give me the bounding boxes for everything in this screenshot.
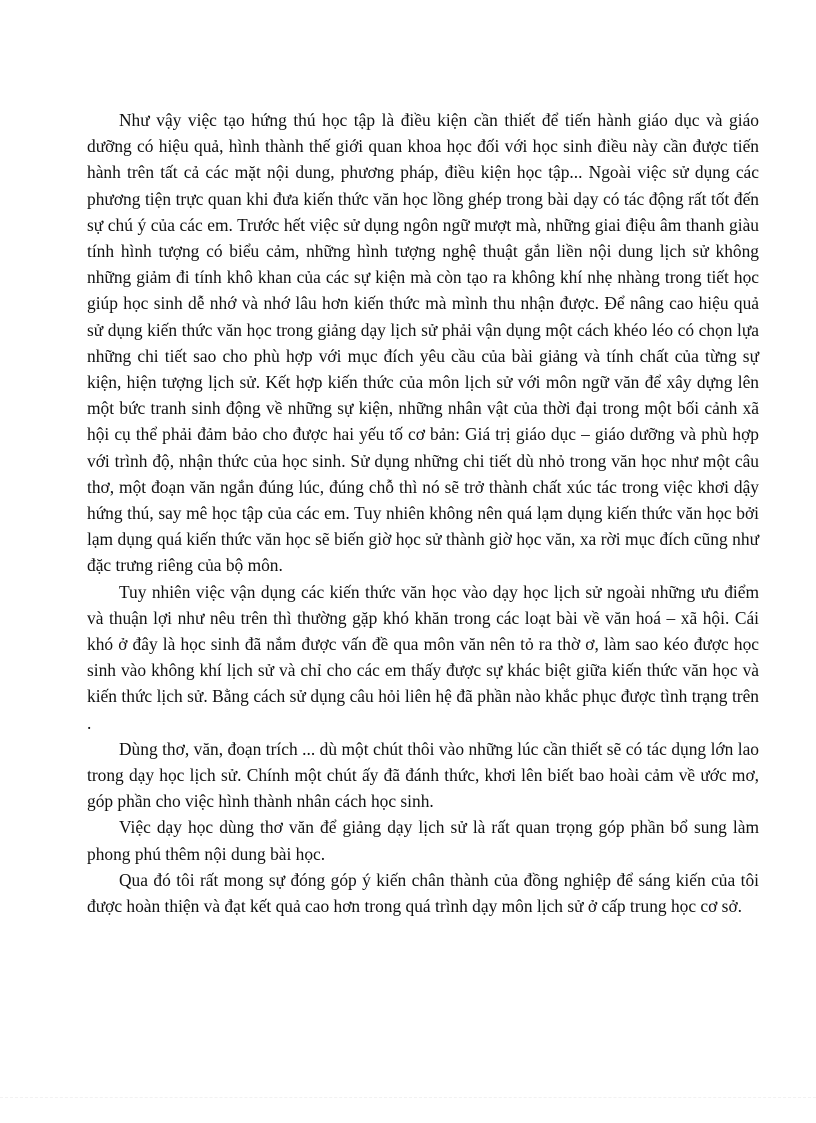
document-body [87,107,759,919]
page-bottom-divider [0,1097,816,1098]
paragraph-2: Tuy nhiên việc vận dụng các kiến thức văn học vào dạy học lịch sử ngoài những ưu điểm và thuận lợi như nêu trên thì thường gặp khó khăn trong các loạt bài về văn hoá – xã hội. Cái khó ở đây là học sinh đã nắm được vấn đề qua môn văn nên tỏ ra thờ ơ, làm sao kéo được học sinh vào không khí lịch sử và chỉ cho các em thấy được sự khác biệt giữa kiến thức văn học và kiến thức lịch sử. Bằng cách sử dụng câu hỏi liên hệ đã phần nào khắc phục được tình trạng trên . [87,581,759,733]
paragraph-5: Qua đó tôi rất mong sự đóng góp ý kiến chân thành của đồng nghiệp để sáng kiến của tôi được hoàn thiện và đạt kết quả cao hơn trong quá trình dạy môn lịch sử ở cấp trung học cơ sở. [87,869,759,917]
paragraph-3: Dùng thơ, văn, đoạn trích ... dù một chút thôi vào những lúc cần thiết sẽ có tác dụng lớn lao trong dạy học lịch sử. Chính một chút ấy đã đánh thức, khơi lên biết bao hoài cảm về ước mơ, góp phần cho việc hình thành nhân cách học sinh. [87,738,759,812]
paragraph-1: Như vậy việc tạo hứng thú học tập là điều kiện cần thiết để tiến hành giáo dục và giáo dưỡng có hiệu quả, hình thành thế giới quan khoa học đối với học sinh điều này cần được tiến hành trên tất cả các mặt nội dung, phương pháp, điều kiện học tập... Ngoài việc sử dụng các phương tiện trực quan khi đưa kiến thức văn học lồng ghép trong bài dạy có tác động rất tốt đến sự chú ý của các em. Trước hết việc sử dụng ngôn ngữ mượt mà, những giai điệu âm thanh giàu tính hình tượng có biểu cảm, những hình tượng nghệ thuật gắn liền nội dung lịch sử không những giảm đi tính khô khan của các sự kiện mà còn tạo ra không khí nhẹ nhàng trong tiết học giúp học sinh dễ nhớ và nhớ lâu hơn kiến thức mà mình thu nhận được. Để nâng cao hiệu quả sử dụng kiến thức văn học trong giảng dạy lịch sử phải vận dụng một cách khéo léo có chọn lựa những chi tiết sao cho phù hợp với mục đích yêu cầu của bài giảng và tính chất của từng sự kiện, hiện tượng lịch sử. Kết hợp kiến thức của môn lịch sử với môn ngữ văn để xây dựng lên một bức tranh sinh động về những sự kiện, những nhân vật của thời đại trong một bối cảnh xã hội cụ thể phải đảm bảo cho được hai yếu tố cơ bản: Giá trị giáo dục – giáo dưỡng và phù hợp với trình độ, nhận thức của học sinh. Sử dụng những chi tiết dù nhỏ trong văn học như một câu thơ, một đoạn văn ngắn đúng lúc, đúng chỗ thì nó sẽ trở thành chất xúc tác trong việc khơi dậy hứng thú, say mê học tập của các em. Tuy nhiên không nên quá lạm dụng kiến thức văn học bởi lạm dụng quá kiến thức văn học sẽ biến giờ học sử thành giờ học văn, xa rời mục đích cũng như đặc trưng riêng của bộ môn. [87,110,759,576]
paragraph-4: Việc dạy học dùng thơ văn để giảng dạy lịch sử là rất quan trọng góp phần bổ sung làm phong phú thêm nội dung bài học. [87,817,759,864]
